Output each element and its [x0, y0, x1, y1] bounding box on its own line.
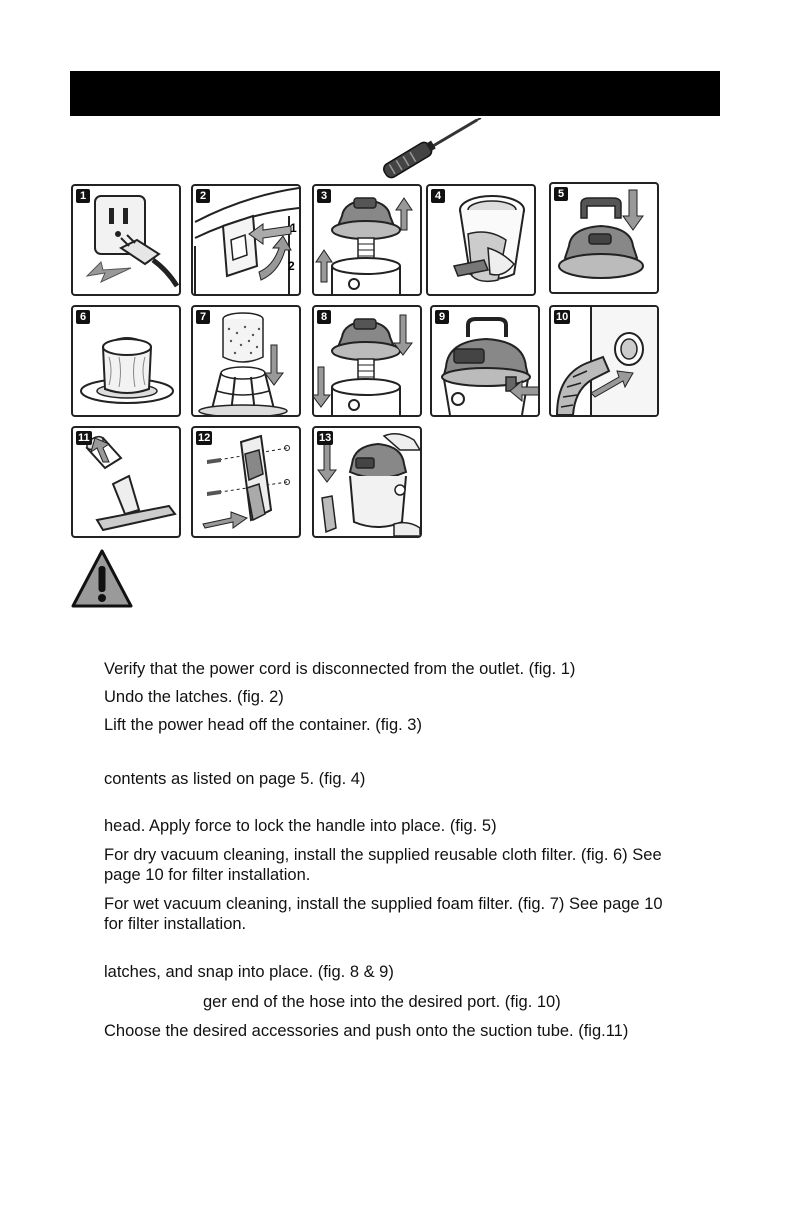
figure-11 [71, 426, 181, 538]
figure-10 [549, 305, 659, 417]
step-6-text: For dry vacuum cleaning, install the supplied reusable cloth filter. (fig. 6) See [104, 846, 662, 864]
figure-number: 7 [196, 310, 210, 324]
figure-6 [71, 305, 181, 417]
figure-4 [426, 184, 536, 296]
figure-number: 4 [431, 189, 445, 203]
step-1-text: Verify that the power cord is disconnected from the outlet. (fig. 1) [104, 660, 576, 678]
figure-number: 12 [198, 432, 211, 444]
figure-number: 1 [76, 189, 90, 203]
figure-1 [71, 184, 181, 296]
figure-number: 6 [76, 310, 90, 324]
figure-number: 9 [435, 310, 449, 324]
figure-2 [191, 184, 301, 296]
step-2-text: Undo the latches. (fig. 2) [104, 688, 284, 706]
step-10-text: Choose the desired accessories and push onto the suction tube. (fig.11) [104, 1022, 629, 1040]
screwdriver-icon [375, 118, 485, 180]
figure-3 [312, 184, 422, 296]
step-9-text: ger end of the hose into the desired port. (fig. 10) [203, 993, 561, 1011]
step-7-text-cont: for filter installation. [104, 915, 247, 933]
figure-number: 3 [317, 189, 331, 203]
svg-text:2: 2 [288, 259, 295, 273]
figure-number: 5 [554, 187, 568, 201]
figure-9 [430, 305, 540, 417]
figure-number: 11 [78, 432, 90, 444]
figure-number: 13 [319, 432, 332, 444]
step-8-text: latches, and snap into place. (fig. 8 & 9) [104, 963, 394, 981]
figure-5 [549, 182, 659, 294]
figure-12 [191, 426, 301, 538]
step-5-text: head. Apply force to lock the handle into place. (fig. 5) [104, 817, 497, 835]
svg-text:1: 1 [290, 221, 297, 235]
figure-number: 2 [196, 189, 210, 203]
figure-8 [312, 305, 422, 417]
figure-number: 8 [317, 310, 331, 324]
step-3-text: Lift the power head off the container. (fig. 3) [104, 716, 422, 734]
figure-13 [312, 426, 422, 538]
step-6-text-cont: page 10 for filter installation. [104, 866, 311, 884]
figure-number: 10 [556, 311, 569, 323]
warning-icon [70, 548, 134, 610]
step-7-text: For wet vacuum cleaning, install the supplied foam filter. (fig. 7) See page 10 [104, 895, 663, 913]
step-4-text: contents as listed on page 5. (fig. 4) [104, 770, 366, 788]
section-header-bar [70, 71, 720, 116]
figure-7 [191, 305, 301, 417]
